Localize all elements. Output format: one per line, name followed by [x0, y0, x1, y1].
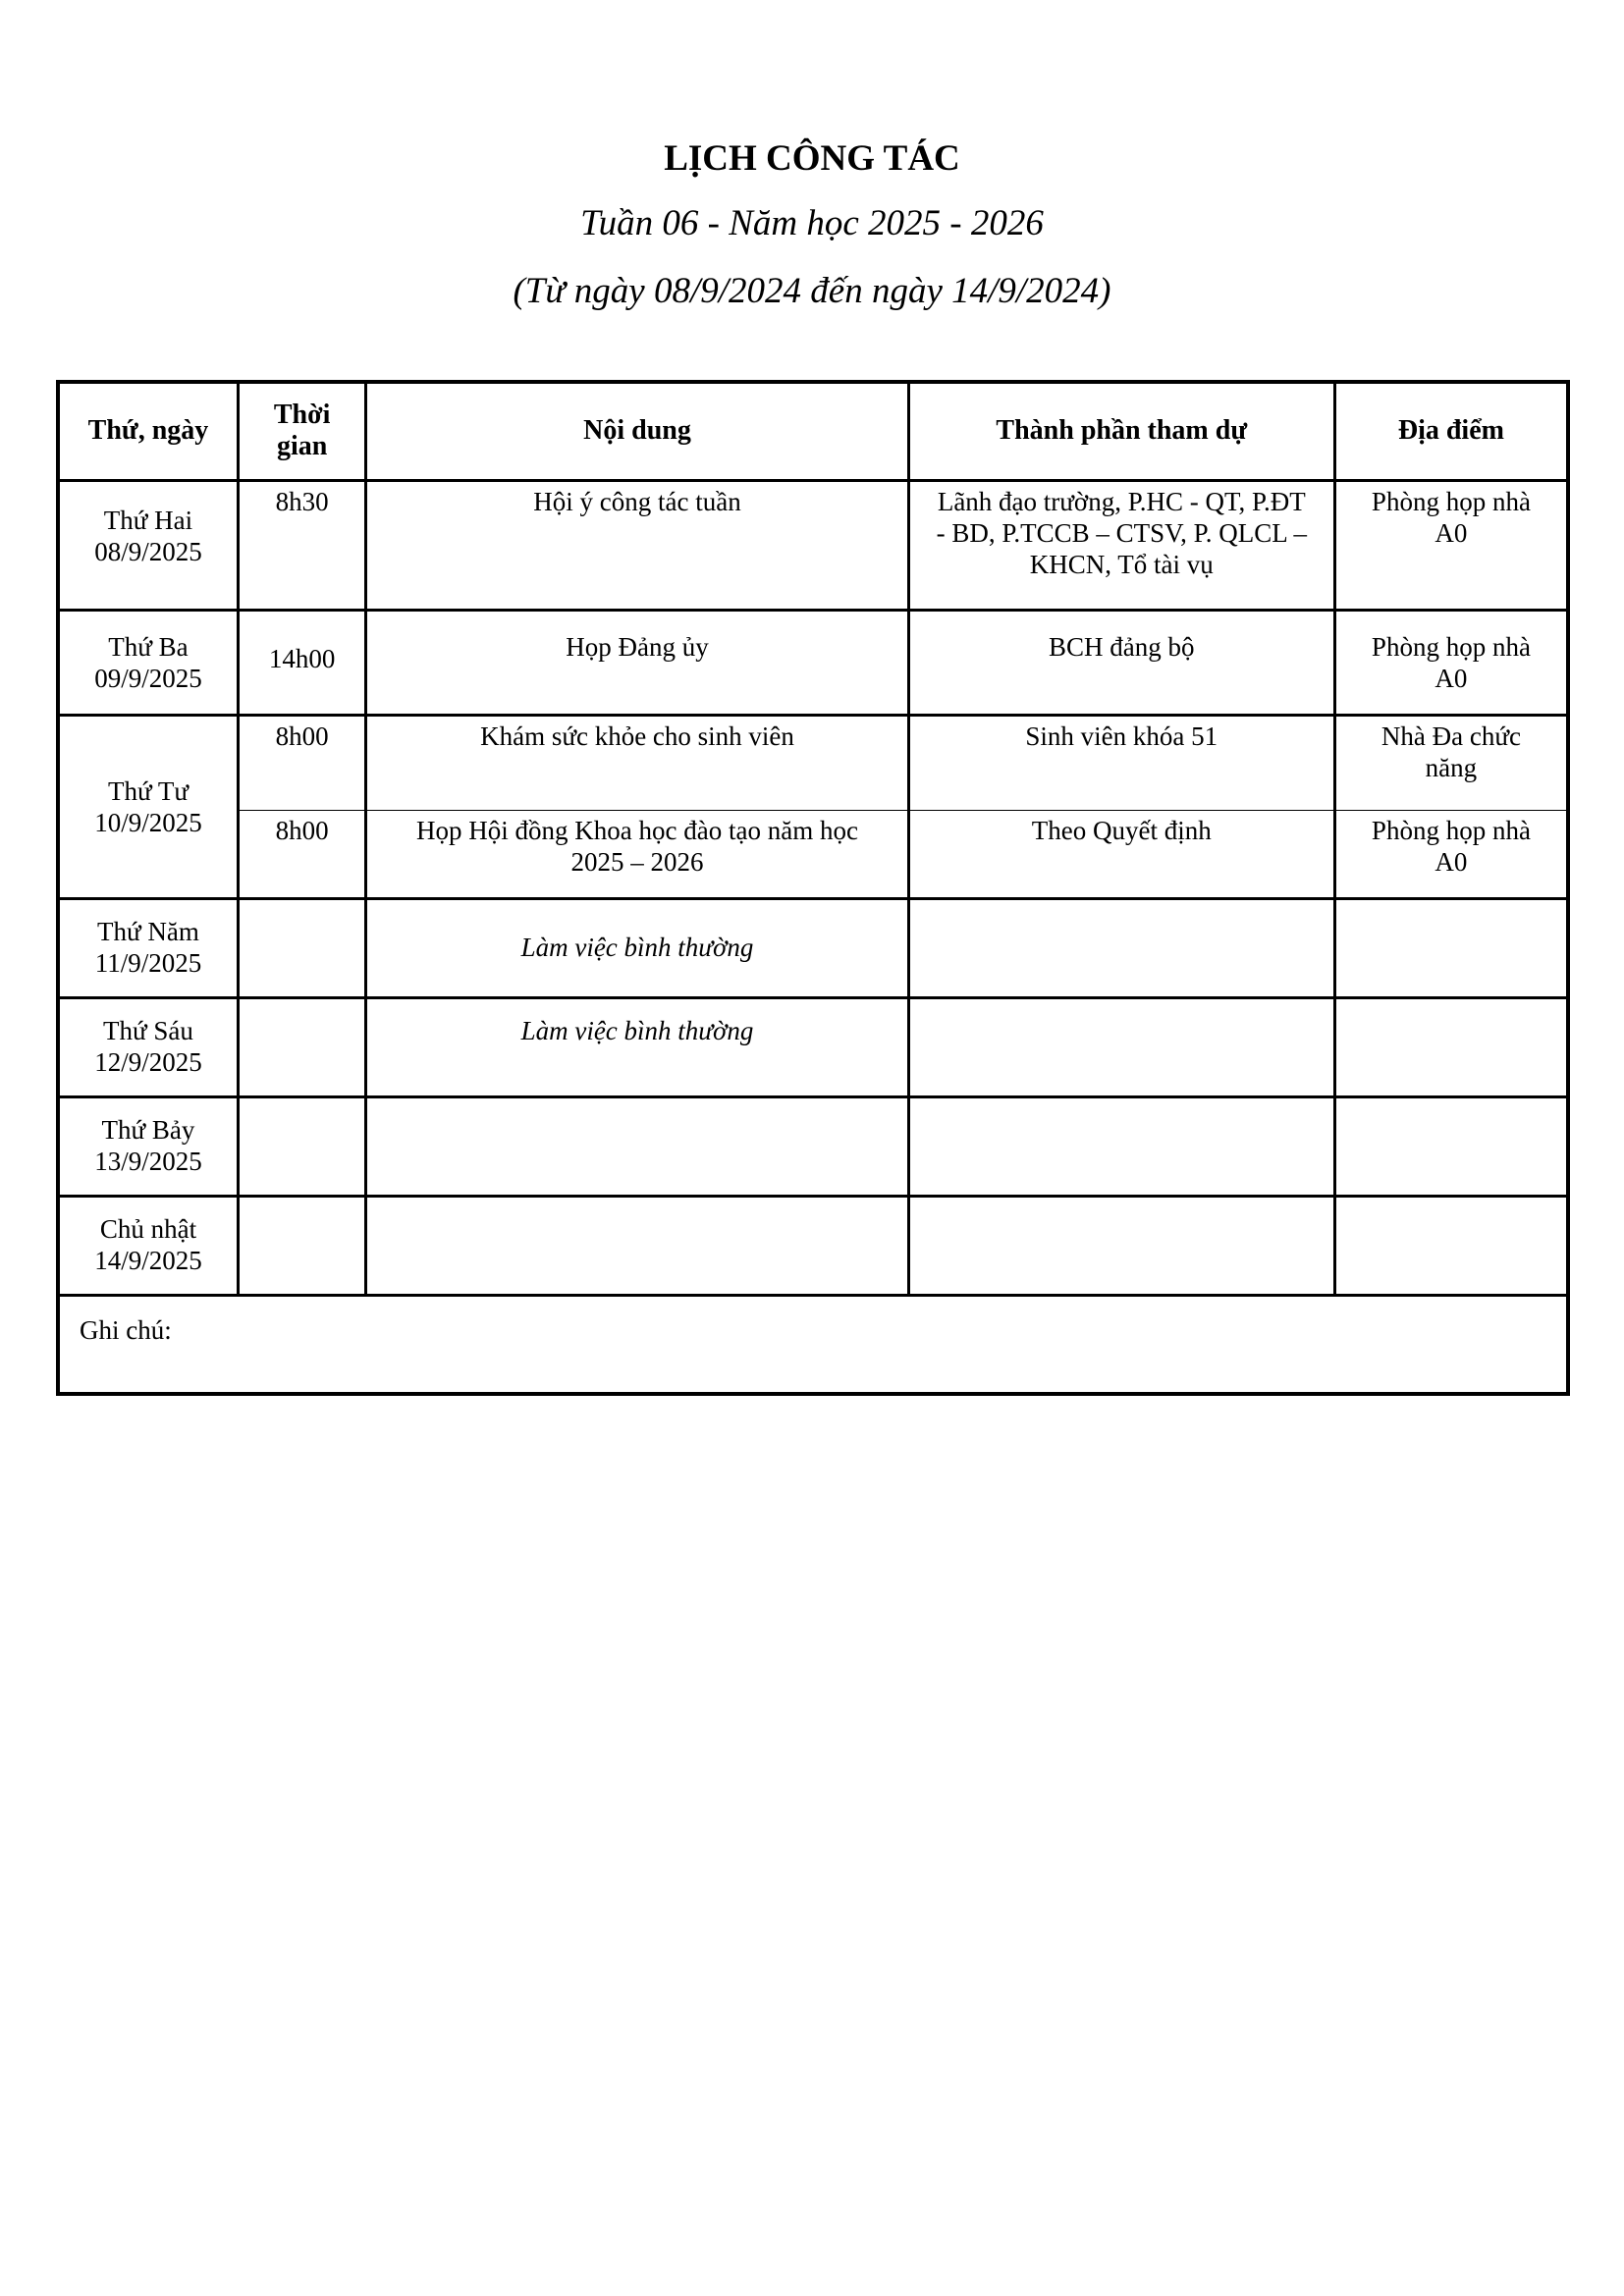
location-cell [1334, 715, 1568, 810]
day-date: 08/9/2025 [94, 537, 202, 566]
content-line: 2025 – 2026 [570, 846, 704, 877]
content-cell: Làm việc bình thường [366, 898, 908, 997]
content-cell [366, 1096, 908, 1196]
date-range: (Từ ngày 08/9/2024 đến ngày 14/9/2024) [513, 271, 1111, 311]
document-title: LỊCH CÔNG TÁC [664, 138, 960, 179]
location-cell [1334, 480, 1568, 610]
schedule-table [56, 380, 1570, 1396]
content-cell: Hội ý công tác tuần [366, 480, 908, 610]
day-name: Chủ nhật [99, 1213, 197, 1244]
content-cell: Khám sức khỏe cho sinh viên [366, 715, 908, 810]
time-cell: 14h00 [238, 610, 365, 715]
day-name: Thứ Tư [107, 775, 189, 806]
participants-line: - BD, P.TCCB – CTSV, P. QLCL – [936, 517, 1307, 548]
participants-cell [908, 1096, 1334, 1196]
location-line: Phòng họp nhà [1371, 815, 1531, 845]
location-cell [1334, 1096, 1568, 1196]
col-header-location: Địa điểm [1334, 382, 1568, 480]
content-cell: Họp Đảng ủy [366, 610, 908, 715]
day-cell [58, 1196, 238, 1295]
day-name: Thứ Bảy [101, 1114, 195, 1145]
location-cell [1334, 810, 1568, 898]
day-date: 12/9/2025 [94, 1046, 202, 1077]
location-line: Phòng họp nhà [1371, 631, 1531, 662]
time-cell: 8h30 [238, 480, 365, 610]
location-line: Nhà Đa chức [1380, 721, 1521, 751]
participants-cell: BCH đảng bộ [908, 610, 1334, 715]
location-cell [1334, 898, 1568, 997]
content-cell: Làm việc bình thường [366, 997, 908, 1096]
participants-cell [908, 997, 1334, 1096]
location-cell [1334, 1196, 1568, 1295]
participants-line: KHCN, Tổ tài vụ [1029, 549, 1214, 579]
col-header-time-line2: gian [276, 431, 328, 462]
table-row [58, 898, 1568, 997]
day-date: 13/9/2025 [94, 1146, 202, 1176]
location-cell [1334, 610, 1568, 715]
participants-line: Lãnh đạo trường, P.HC - QT, P.ĐT [937, 486, 1306, 516]
content-line: Họp Hội đồng Khoa học đào tạo năm học [416, 815, 858, 845]
day-name: Thứ Hai [103, 506, 193, 535]
day-date: 14/9/2025 [94, 1245, 202, 1275]
day-name: Thứ Sáu [103, 1015, 193, 1045]
location-cell [1334, 997, 1568, 1096]
col-header-day: Thứ, ngày [58, 382, 238, 480]
location-line: A0 [1435, 663, 1468, 693]
time-cell: 8h00 [238, 715, 365, 810]
table-row [58, 810, 1568, 898]
day-date: 09/9/2025 [94, 663, 202, 693]
note-row [58, 1295, 1568, 1394]
time-cell [238, 997, 365, 1096]
day-name: Thứ Năm [97, 916, 199, 946]
table-row [58, 997, 1568, 1096]
time-cell [238, 898, 365, 997]
table-header-row [58, 382, 1568, 480]
participants-cell [908, 1196, 1334, 1295]
participants-cell: Theo Quyết định [908, 810, 1334, 898]
col-header-time-line1: Thời [273, 400, 331, 431]
col-header-content: Nội dung [366, 382, 908, 480]
col-header-time [238, 382, 365, 480]
day-cell [58, 610, 238, 715]
location-line: A0 [1435, 846, 1468, 877]
day-cell [58, 715, 238, 898]
time-cell: 8h00 [238, 810, 365, 898]
participants-cell [908, 480, 1334, 610]
content-cell [366, 810, 908, 898]
time-cell [238, 1096, 365, 1196]
time-cell [238, 1196, 365, 1295]
day-cell [58, 1096, 238, 1196]
day-date: 10/9/2025 [94, 807, 202, 837]
day-cell [58, 898, 238, 997]
location-line: A0 [1435, 517, 1468, 548]
week-subtitle: Tuần 06 - Năm học 2025 - 2026 [580, 203, 1044, 243]
table-row [58, 715, 1568, 810]
note-cell: Ghi chú: [58, 1295, 1568, 1394]
day-date: 11/9/2025 [94, 947, 202, 978]
day-cell [58, 480, 238, 610]
col-header-participants: Thành phần tham dự [908, 382, 1334, 480]
location-line: Phòng họp nhà [1371, 486, 1531, 516]
day-name: Thứ Ba [108, 631, 189, 662]
location-line: năng [1425, 752, 1478, 782]
table-row [58, 1196, 1568, 1295]
table-row [58, 480, 1568, 610]
content-cell [366, 1196, 908, 1295]
participants-cell: Sinh viên khóa 51 [908, 715, 1334, 810]
table-row [58, 1096, 1568, 1196]
participants-cell [908, 898, 1334, 997]
table-row [58, 610, 1568, 715]
day-cell [58, 997, 238, 1096]
